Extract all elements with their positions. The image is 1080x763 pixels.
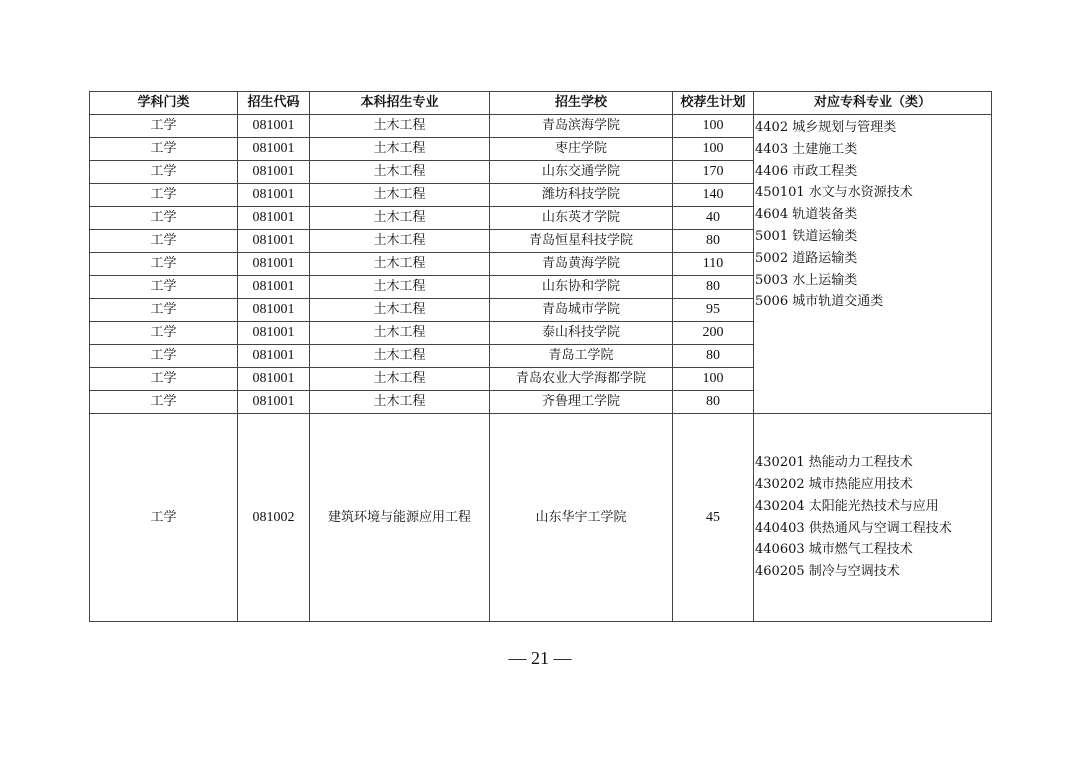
header-plan: 校荐生计划 — [673, 92, 754, 115]
cell-school: 青岛工学院 — [490, 345, 673, 368]
cell-category: 工学 — [90, 138, 238, 161]
page-number: — 21 — — [508, 648, 572, 668]
cell-major: 土木工程 — [310, 391, 490, 414]
related-major-item: 5006 城市轨道交通类 — [755, 294, 884, 310]
cell-code: 081001 — [238, 299, 310, 322]
cell-plan: 100 — [673, 138, 754, 161]
header-category: 学科门类 — [90, 92, 238, 115]
cell-major: 土木工程 — [310, 299, 490, 322]
cell-category: 工学 — [90, 184, 238, 207]
cell-code: 081002 — [238, 414, 310, 622]
cell-category: 工学 — [90, 230, 238, 253]
cell-plan: 40 — [673, 207, 754, 230]
cell-school: 潍坊科技学院 — [490, 184, 673, 207]
cell-category: 工学 — [90, 322, 238, 345]
cell-major: 土木工程 — [310, 322, 490, 345]
cell-major: 土木工程 — [310, 184, 490, 207]
table-row — [90, 414, 992, 622]
related-major-item: 4604 轨道装备类 — [755, 207, 858, 223]
related-major-item: 4403 土建施工类 — [755, 141, 858, 157]
related-major-item: 5001 铁道运输类 — [755, 228, 858, 244]
cell-code: 081001 — [238, 322, 310, 345]
cell-plan: 80 — [673, 276, 754, 299]
cell-code: 081001 — [238, 161, 310, 184]
cell-category: 工学 — [90, 299, 238, 322]
cell-major: 土木工程 — [310, 161, 490, 184]
cell-school: 青岛滨海学院 — [490, 115, 673, 138]
cell-major: 土木工程 — [310, 138, 490, 161]
cell-school: 泰山科技学院 — [490, 322, 673, 345]
cell-code: 081001 — [238, 276, 310, 299]
cell-school: 山东协和学院 — [490, 276, 673, 299]
cell-plan: 100 — [673, 368, 754, 391]
cell-code: 081001 — [238, 345, 310, 368]
cell-code: 081001 — [238, 138, 310, 161]
cell-code: 081001 — [238, 115, 310, 138]
cell-code: 081001 — [238, 230, 310, 253]
cell-school: 山东华宇工学院 — [490, 414, 673, 622]
related-major-item: 460205 制冷与空调技术 — [755, 564, 900, 580]
cell-school: 青岛城市学院 — [490, 299, 673, 322]
related-major-item: 440403 供热通风与空调工程技术 — [755, 520, 952, 536]
related-major-item: 5003 水上运输类 — [755, 272, 858, 288]
cell-code: 081001 — [238, 184, 310, 207]
cell-category: 工学 — [90, 391, 238, 414]
cell-category: 工学 — [90, 276, 238, 299]
cell-plan: 110 — [673, 253, 754, 276]
cell-major: 土木工程 — [310, 345, 490, 368]
header-related-majors: 对应专科专业（类） — [754, 92, 992, 115]
cell-category: 工学 — [90, 253, 238, 276]
cell-category: 工学 — [90, 161, 238, 184]
cell-school: 山东英才学院 — [490, 207, 673, 230]
cell-major: 土木工程 — [310, 230, 490, 253]
cell-school: 青岛农业大学海都学院 — [490, 368, 673, 391]
cell-code: 081001 — [238, 391, 310, 414]
cell-major: 土木工程 — [310, 253, 490, 276]
cell-plan: 80 — [673, 345, 754, 368]
cell-school: 青岛恒星科技学院 — [490, 230, 673, 253]
header-major: 本科招生专业 — [310, 92, 490, 115]
cell-major: 建筑环境与能源应用工程 — [310, 414, 490, 622]
related-major-item: 4402 城乡规划与管理类 — [755, 120, 897, 135]
cell-school: 山东交通学院 — [490, 161, 673, 184]
related-majors-civil — [754, 115, 992, 414]
cell-code: 081001 — [238, 253, 310, 276]
cell-plan: 80 — [673, 391, 754, 414]
cell-school: 青岛黄海学院 — [490, 253, 673, 276]
cell-plan: 100 — [673, 115, 754, 138]
cell-category: 工学 — [90, 207, 238, 230]
header-school: 招生学校 — [490, 92, 673, 115]
cell-code: 081001 — [238, 368, 310, 391]
table-header-row — [90, 92, 992, 115]
related-major-item: 440603 城市燃气工程技术 — [755, 542, 913, 558]
related-major-item: 5002 道路运输类 — [755, 250, 858, 266]
cell-school: 齐鲁理工学院 — [490, 391, 673, 414]
cell-category: 工学 — [90, 368, 238, 391]
cell-category: 工学 — [90, 115, 238, 138]
cell-category: 工学 — [90, 414, 238, 622]
cell-plan: 170 — [673, 161, 754, 184]
enrollment-table — [89, 91, 992, 622]
cell-major: 土木工程 — [310, 115, 490, 138]
cell-plan: 45 — [673, 414, 754, 622]
cell-code: 081001 — [238, 207, 310, 230]
header-code: 招生代码 — [238, 92, 310, 115]
related-majors-building-env — [754, 414, 992, 622]
cell-school: 枣庄学院 — [490, 138, 673, 161]
related-major-item: 450101 水文与水资源技术 — [755, 185, 913, 201]
cell-major: 土木工程 — [310, 276, 490, 299]
related-major-item: 4406 市政工程类 — [755, 163, 858, 179]
related-major-item: 430202 城市热能应用技术 — [755, 476, 913, 492]
table-row — [90, 115, 992, 138]
cell-category: 工学 — [90, 345, 238, 368]
cell-plan: 200 — [673, 322, 754, 345]
cell-plan: 80 — [673, 230, 754, 253]
cell-plan: 95 — [673, 299, 754, 322]
related-major-item: 430204 太阳能光热技术与应用 — [755, 498, 939, 514]
related-major-item: 430201 热能动力工程技术 — [755, 455, 913, 471]
cell-plan: 140 — [673, 184, 754, 207]
cell-major: 土木工程 — [310, 368, 490, 391]
cell-major: 土木工程 — [310, 207, 490, 230]
